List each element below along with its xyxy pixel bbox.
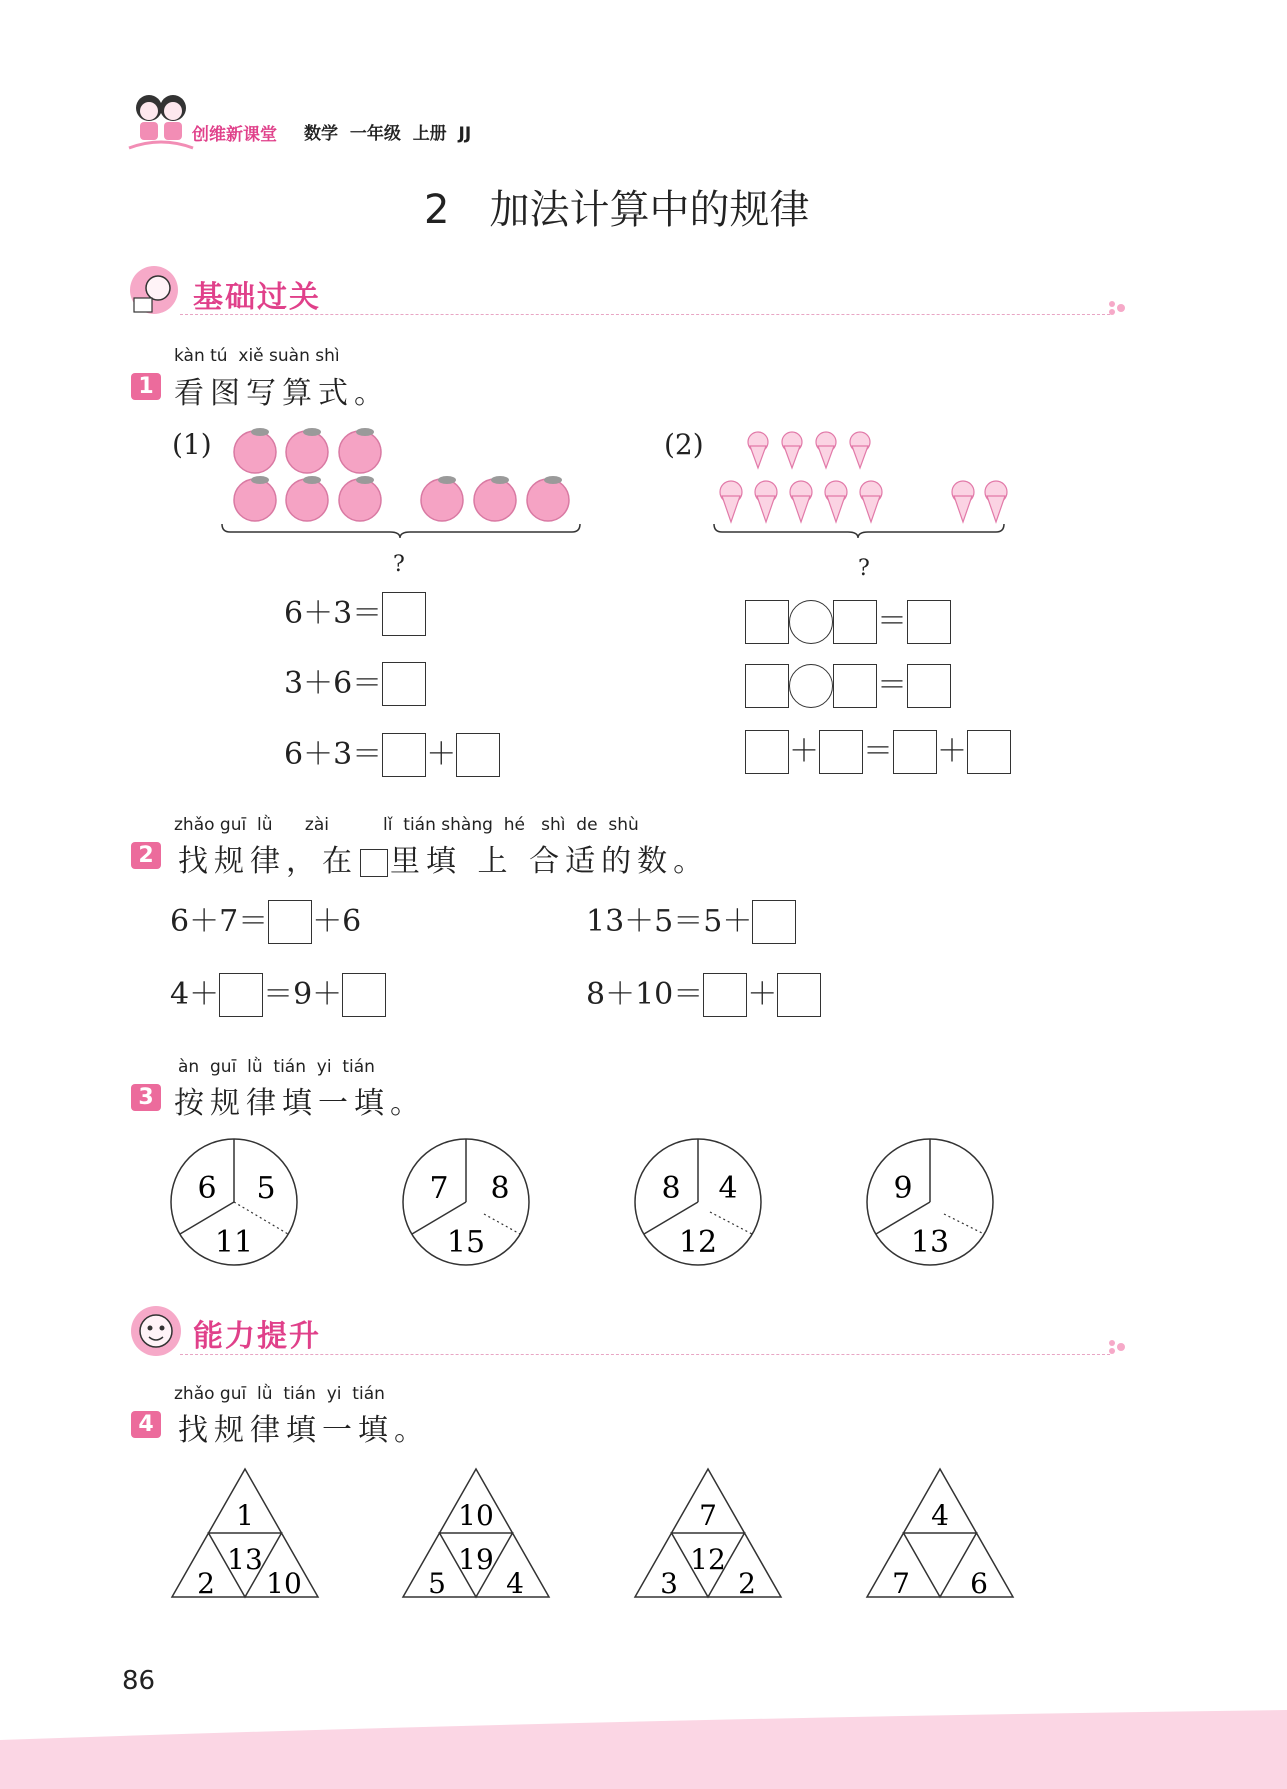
section-basic-dots — [1106, 298, 1130, 322]
triangle-3-center: 12 — [690, 1543, 726, 1576]
circle-3-c: 12 — [678, 1225, 718, 1260]
operator-circle[interactable] — [789, 664, 833, 708]
q2-prompt-a: 找规律，在 — [178, 844, 358, 879]
circle-1-a: 6 — [197, 1171, 217, 1206]
answer-box[interactable] — [268, 900, 312, 944]
circle-2-a: 7 — [429, 1171, 449, 1206]
q4-number-badge: 4 — [131, 1411, 161, 1438]
q2-left-eq2-b: ＝9＋ — [263, 977, 343, 1012]
q2-right-eq2-a: 8＋10＝ — [586, 977, 704, 1012]
number-triangle — [867, 1469, 1013, 1600]
circle-4-a: 9 — [893, 1171, 913, 1206]
q4-triangles — [160, 1465, 1030, 1605]
triangle-2-center: 19 — [458, 1543, 494, 1576]
q3-circles — [160, 1132, 1020, 1272]
q1-part1-eq3-plus: ＋ — [426, 737, 457, 772]
q4-prompt: 找规律填一填。 — [178, 1413, 430, 1448]
answer-box[interactable] — [893, 730, 937, 774]
header-grade: 一年级 — [349, 124, 401, 144]
triangle-1-left: 2 — [197, 1567, 215, 1600]
answer-box[interactable] — [745, 730, 789, 774]
q2-number-badge: 2 — [131, 842, 161, 869]
section-basic-divider — [180, 314, 1110, 315]
circle-1-c: 11 — [214, 1225, 254, 1260]
circle-1-b: 5 — [256, 1171, 276, 1206]
q1-part1-question-mark: ? — [393, 552, 405, 577]
page-number: 86 — [122, 1666, 156, 1696]
circle-3-b: 4 — [718, 1171, 738, 1206]
triangle-4-left: 7 — [892, 1567, 910, 1600]
q1-part2-eq2 — [745, 662, 951, 709]
answer-box[interactable] — [819, 730, 863, 774]
q1-part1-eq2-text: 3＋6＝ — [284, 666, 383, 701]
q1-part1-eq1 — [284, 590, 426, 637]
triangle-2-right: 4 — [506, 1567, 524, 1600]
q2-left-eq2 — [170, 971, 386, 1018]
header-brand: 创维新课堂 — [192, 125, 277, 145]
triangle-3-left: 3 — [660, 1567, 678, 1600]
footer-band — [0, 1700, 1287, 1789]
q1-pinyin: kàn tú xiě suàn shì — [174, 346, 340, 366]
q1-part2-eq3-equals: ＝ — [863, 734, 893, 769]
q3-number-badge: 3 — [131, 1084, 161, 1111]
answer-box[interactable] — [342, 973, 386, 1017]
q2-pinyin: zhǎo guī lǜ zài lǐ tián shàng hé shì de shù — [174, 815, 639, 835]
triangle-3-right: 2 — [738, 1567, 756, 1600]
q1-part2-figure — [706, 422, 1026, 542]
header-edition: JJ — [458, 124, 472, 144]
number-circle — [635, 1139, 761, 1265]
operator-circle[interactable] — [789, 600, 833, 644]
answer-box[interactable] — [745, 664, 789, 708]
q1-part2-eq3-plus-b: ＋ — [937, 734, 967, 769]
number-circle — [171, 1139, 297, 1265]
inline-box-icon — [360, 849, 388, 877]
q1-part1-figure — [200, 420, 600, 540]
q3-prompt: 按规律填一填。 — [174, 1086, 426, 1121]
q1-part1-eq3 — [284, 731, 500, 778]
q1-part2-eq1 — [745, 598, 951, 645]
number-circle — [403, 1139, 529, 1265]
q2-right-eq2-b: ＋ — [747, 977, 778, 1012]
q1-prompt: 看图写算式。 — [174, 376, 390, 411]
q1-part2-label: (2) — [664, 428, 704, 461]
triangle-2-left: 5 — [428, 1567, 446, 1600]
header-subject — [304, 119, 471, 144]
number-triangle — [172, 1469, 318, 1600]
triangle-4-right: 6 — [970, 1567, 988, 1600]
answer-box[interactable] — [752, 900, 796, 944]
section-advanced-title: 能力提升 — [193, 1319, 321, 1354]
header-logo — [125, 86, 197, 162]
answer-box[interactable] — [703, 973, 747, 1017]
q1-part2-eq3-plus-a: ＋ — [789, 734, 819, 769]
q2-left-eq2-a: 4＋ — [170, 977, 220, 1012]
q1-part2-eq3 — [745, 728, 1011, 775]
q1-part2-question-mark: ? — [858, 556, 870, 581]
answer-box[interactable] — [833, 600, 877, 644]
section-advanced-divider — [180, 1354, 1110, 1355]
answer-box[interactable] — [833, 664, 877, 708]
triangle-4-answer-area[interactable] — [912, 1541, 956, 1577]
q2-left-eq1-b: ＋6 — [312, 904, 362, 939]
circle-2-b: 8 — [490, 1171, 510, 1206]
kids-logo-icon — [125, 86, 197, 158]
q3-pinyin: àn guī lǜ tián yi tián — [178, 1057, 375, 1077]
q1-part1-eq3-text: 6＋3＝ — [284, 737, 383, 772]
answer-box[interactable] — [907, 600, 951, 644]
answer-box[interactable] — [219, 973, 263, 1017]
q2-prompt-b: 里填 上 合适的数。 — [390, 844, 710, 879]
q2-left-eq1-a: 6＋7＝ — [170, 904, 269, 939]
q2-right-eq1 — [586, 898, 796, 945]
header-volume: 上册 — [412, 124, 447, 144]
answer-box[interactable] — [967, 730, 1011, 774]
triangle-2-top: 10 — [458, 1499, 494, 1532]
section-advanced-icon — [128, 1303, 184, 1363]
q1-part1-label: (1) — [172, 428, 212, 461]
circle-4-c: 13 — [910, 1225, 950, 1260]
section-basic-icon — [128, 264, 184, 324]
q1-part1-eq1-text: 6＋3＝ — [284, 596, 383, 631]
triangle-1-right: 10 — [266, 1567, 302, 1600]
answer-box[interactable] — [382, 662, 426, 706]
answer-box[interactable] — [382, 733, 426, 777]
triangle-1-top: 1 — [236, 1499, 254, 1532]
answer-box[interactable] — [745, 600, 789, 644]
apple-icon — [234, 431, 569, 521]
q2-left-eq1 — [170, 898, 361, 945]
header-subject-text: 数学 — [304, 124, 338, 144]
number-triangle — [635, 1469, 781, 1600]
q2-right-eq2 — [586, 971, 821, 1018]
circle-2-c: 15 — [446, 1225, 486, 1260]
section-advanced-dots — [1106, 1337, 1130, 1361]
answer-box[interactable] — [777, 973, 821, 1017]
answer-box[interactable] — [382, 592, 426, 636]
q2-prompt — [178, 836, 709, 880]
q1-part1-eq2 — [284, 660, 426, 707]
triangle-3-top: 7 — [699, 1499, 717, 1532]
q1-part2-eq1-equals: ＝ — [877, 604, 907, 639]
q1-part2-eq2-equals: ＝ — [877, 668, 907, 703]
page-title: 2 加法计算中的规律 — [424, 187, 810, 233]
q1-number-badge: 1 — [131, 373, 161, 400]
section-basic-title: 基础过关 — [193, 280, 321, 315]
q2-right-eq1-a: 13＋5＝5＋ — [586, 904, 753, 939]
number-triangle — [403, 1469, 549, 1600]
answer-box[interactable] — [907, 664, 951, 708]
triangle-4-top: 4 — [931, 1499, 949, 1532]
triangle-1-center: 13 — [227, 1543, 263, 1576]
answer-box[interactable] — [456, 733, 500, 777]
circle-3-a: 8 — [661, 1171, 681, 1206]
circle-4-answer-area[interactable] — [966, 1150, 1016, 1190]
q4-pinyin: zhǎo guī lǜ tián yi tián — [174, 1384, 385, 1404]
